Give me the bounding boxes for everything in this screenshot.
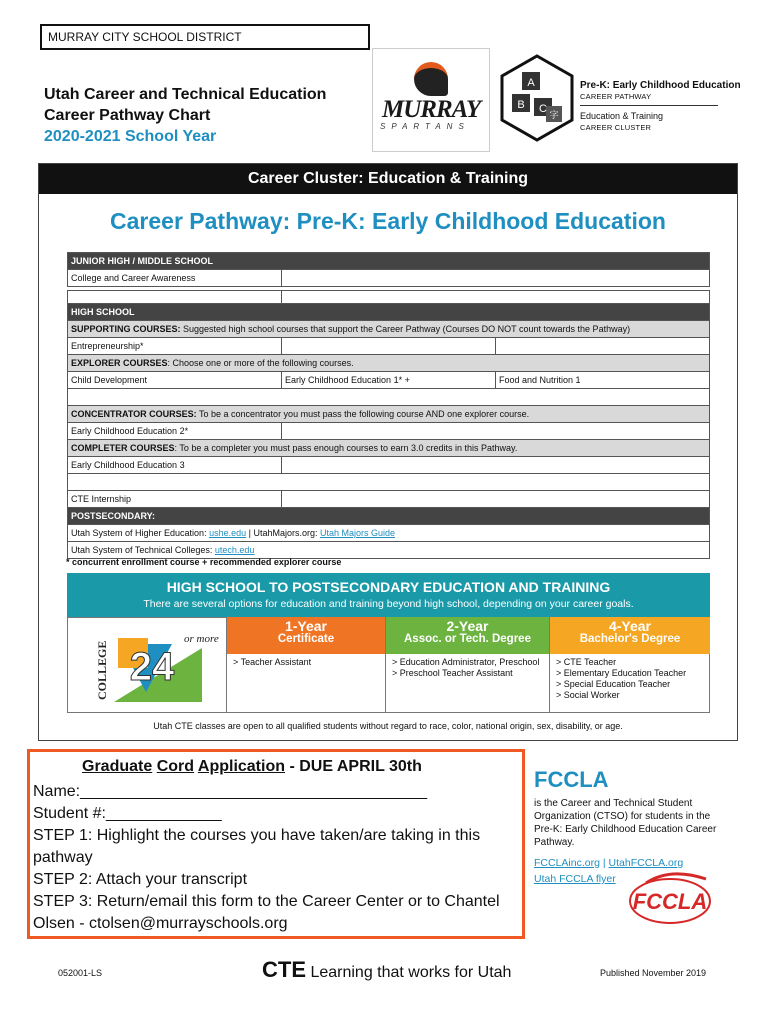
pathway-badge — [580, 80, 741, 133]
badge-divider — [580, 105, 718, 106]
supporting-text: Suggested high school courses that support the Career Pathway (Courses DO NOT count towards the Pathway) — [180, 324, 631, 334]
four-year-header — [550, 617, 710, 654]
spartans-logo-text: SPARTANS — [380, 122, 470, 131]
footnote — [66, 557, 341, 567]
school-year: 2020-2021 School Year — [44, 128, 217, 145]
completer-courses-row — [68, 440, 710, 457]
name-field[interactable]: Name:_______________________________________ — [33, 783, 428, 800]
step-1: STEP 1: Highlight the courses you have taken/are taking in this pathway — [33, 827, 481, 866]
completer-course-2: CTE Internship — [68, 491, 282, 508]
ushe-link[interactable]: ushe.edu — [209, 528, 247, 538]
utech-link[interactable]: utech.edu — [214, 545, 255, 555]
cord-title-word-3: Application — [197, 758, 285, 775]
badge-pathway-title: Pre-K: Early Childhood Education — [580, 80, 741, 91]
college-24-number: 24 — [129, 645, 175, 689]
utah-majors-guide-link[interactable]: Utah Majors Guide — [320, 528, 396, 538]
completer-text: : To be a completer you must pass enough courses to earn 3.0 credits in this Pathway. — [174, 443, 518, 453]
career-item: > Social Worker — [556, 690, 620, 700]
fcclainc-link[interactable]: FCCLAinc.org — [534, 857, 600, 869]
fccla-logo — [626, 867, 724, 931]
career-cluster-bar: Career Cluster: Education & Training — [39, 164, 737, 194]
one-year-subtitle: Certificate — [277, 633, 335, 645]
career-item: > Education Administrator, Preschool — [392, 657, 540, 667]
one-year-header — [227, 617, 385, 654]
training-banner — [67, 573, 710, 617]
training-title: HIGH SCHOOL TO POSTSECONDARY EDUCATION AND TRAINING — [166, 579, 611, 595]
empty-cell — [282, 457, 710, 474]
title-line-1: Utah Career and Technical Education — [44, 86, 327, 103]
explorer-text: : Choose one or more of the following courses. — [167, 358, 354, 368]
junior-high-course: College and Career Awareness — [68, 270, 282, 287]
utahmajors-label: | UtahMajors.org: — [246, 528, 320, 538]
empty-cell — [496, 338, 710, 355]
or-more-text: or more — [184, 633, 219, 645]
utah-fccla-flyer-link[interactable]: Utah FCCLA flyer — [534, 873, 616, 885]
form-code: 052001-LS — [58, 968, 103, 978]
cte-tagline: Learning that works for Utah — [310, 964, 512, 981]
high-school-table — [67, 303, 710, 559]
college-24-logo — [68, 618, 226, 712]
postsecondary-row-1 — [68, 525, 710, 542]
empty-cell — [282, 270, 710, 287]
junior-high-header: JUNIOR HIGH / MIDDLE SCHOOL — [68, 253, 710, 270]
step-3: STEP 3: Return/email this form to the Career Center or to Chantel Olsen - ctolsen@murrayschools.org — [33, 893, 500, 932]
student-number-field[interactable]: Student #:_____________ — [33, 805, 222, 822]
block-d: 字 — [549, 111, 559, 121]
block-b: B — [517, 99, 525, 111]
badge-cluster-title: Education & Training — [580, 111, 664, 121]
explorer-courses-row — [68, 355, 710, 372]
college-text: COLLEGE — [95, 640, 109, 700]
completer-course-1: Early Childhood Education 3 — [68, 457, 282, 474]
supporting-course: Entrepreneurship* — [68, 338, 282, 355]
spartan-helmet-icon — [414, 62, 448, 96]
explorer-course-3: Food and Nutrition 1 — [496, 372, 710, 389]
supporting-label: SUPPORTING COURSES: — [71, 324, 181, 334]
explorer-course-2: Early Childhood Education 1* + — [282, 372, 496, 389]
two-year-column — [385, 617, 549, 713]
utahfccla-link[interactable]: UtahFCCLA.org — [608, 857, 684, 869]
one-year-careers — [227, 654, 385, 671]
cte-logo — [262, 957, 511, 983]
postsecondary-header: POSTSECONDARY: — [68, 508, 710, 525]
two-year-title: 2-Year — [446, 618, 489, 634]
cord-title-word-1: Graduate — [82, 758, 153, 775]
cord-title-word-2: Cord — [156, 758, 195, 775]
two-year-careers — [386, 654, 549, 682]
four-year-title: 4-Year — [608, 618, 652, 634]
two-year-header — [386, 617, 549, 654]
step-2: STEP 2: Attach your transcript — [33, 871, 248, 888]
block-c: C — [539, 103, 547, 115]
title-line-2: Career Pathway Chart — [44, 107, 211, 124]
empty-row — [68, 389, 710, 406]
career-item: > Teacher Assistant — [233, 657, 312, 667]
ustc-label: Utah System of Technical Colleges: — [71, 545, 215, 555]
link-separator: | — [599, 857, 609, 869]
career-item: > Preschool Teacher Assistant — [392, 668, 513, 678]
cord-form-body — [33, 781, 513, 935]
cte-mark: CTE — [262, 957, 306, 982]
explorer-course-1: Child Development — [68, 372, 282, 389]
murray-logo-text: MURRAY — [382, 96, 481, 123]
four-year-column — [549, 617, 710, 713]
career-item: > CTE Teacher — [556, 657, 617, 667]
career-item: > Elementary Education Teacher — [556, 668, 687, 678]
career-item: > Special Education Teacher — [556, 679, 671, 689]
explorer-label: EXPLORER COURSES — [71, 358, 168, 368]
training-subtitle: There are several options for education and training beyond high school, depending on your career goals. — [143, 598, 634, 610]
career-pathway-title: Career Pathway: Pre-K: Early Childhood Education — [110, 208, 666, 234]
cord-due-date: - DUE APRIL 30th — [285, 758, 422, 775]
fccla-logo-text: FCCLA — [632, 889, 708, 914]
concentrator-label: CONCENTRATOR COURSES: — [71, 409, 197, 419]
empty-cell — [282, 423, 710, 440]
one-year-column — [226, 617, 385, 713]
footnote-star: * — [66, 557, 70, 567]
four-year-subtitle: Bachelor's Degree — [579, 633, 681, 645]
high-school-header: HIGH SCHOOL — [68, 304, 710, 321]
footnote-text: concurrent enrollment course + recommended explorer course — [72, 557, 342, 567]
empty-cell — [282, 338, 496, 355]
empty-row — [68, 474, 710, 491]
block-a: A — [527, 77, 535, 89]
cord-title — [82, 758, 422, 776]
badge-pathway-label: CAREER PATHWAY — [580, 92, 652, 101]
concentrator-courses-row — [68, 406, 710, 423]
completer-label: COMPLETER COURSES — [71, 443, 175, 453]
fccla-heading: FCCLA — [534, 767, 609, 792]
nondiscrimination-statement: Utah CTE classes are open to all qualified students without regard to race, color, national origin, sex, disability, or age. — [153, 721, 623, 731]
one-year-title: 1-Year — [284, 618, 328, 634]
postsecondary-row-2 — [68, 542, 710, 559]
page-title — [44, 84, 326, 147]
abc-blocks-icon — [498, 54, 576, 142]
concentrator-course: Early Childhood Education 2* — [68, 423, 282, 440]
supporting-courses-row — [68, 321, 710, 338]
badge-cluster-label: CAREER CLUSTER — [580, 123, 652, 132]
four-year-careers — [550, 654, 710, 704]
published-date: Published November 2019 — [600, 968, 707, 978]
fccla-description: is the Career and Technical Student Organization (CTSO) for students in the Pre-K: Early Childhood Education Career Pathway. — [534, 798, 717, 848]
concentrator-text: To be a concentrator you must pass the following course AND one explorer course. — [196, 409, 530, 419]
empty-cell — [282, 491, 710, 508]
ushe-label: Utah System of Higher Education: — [71, 528, 210, 538]
district-name: MURRAY CITY SCHOOL DISTRICT — [40, 24, 370, 50]
two-year-subtitle: Assoc. or Tech. Degree — [404, 633, 531, 645]
junior-high-table — [67, 252, 710, 308]
